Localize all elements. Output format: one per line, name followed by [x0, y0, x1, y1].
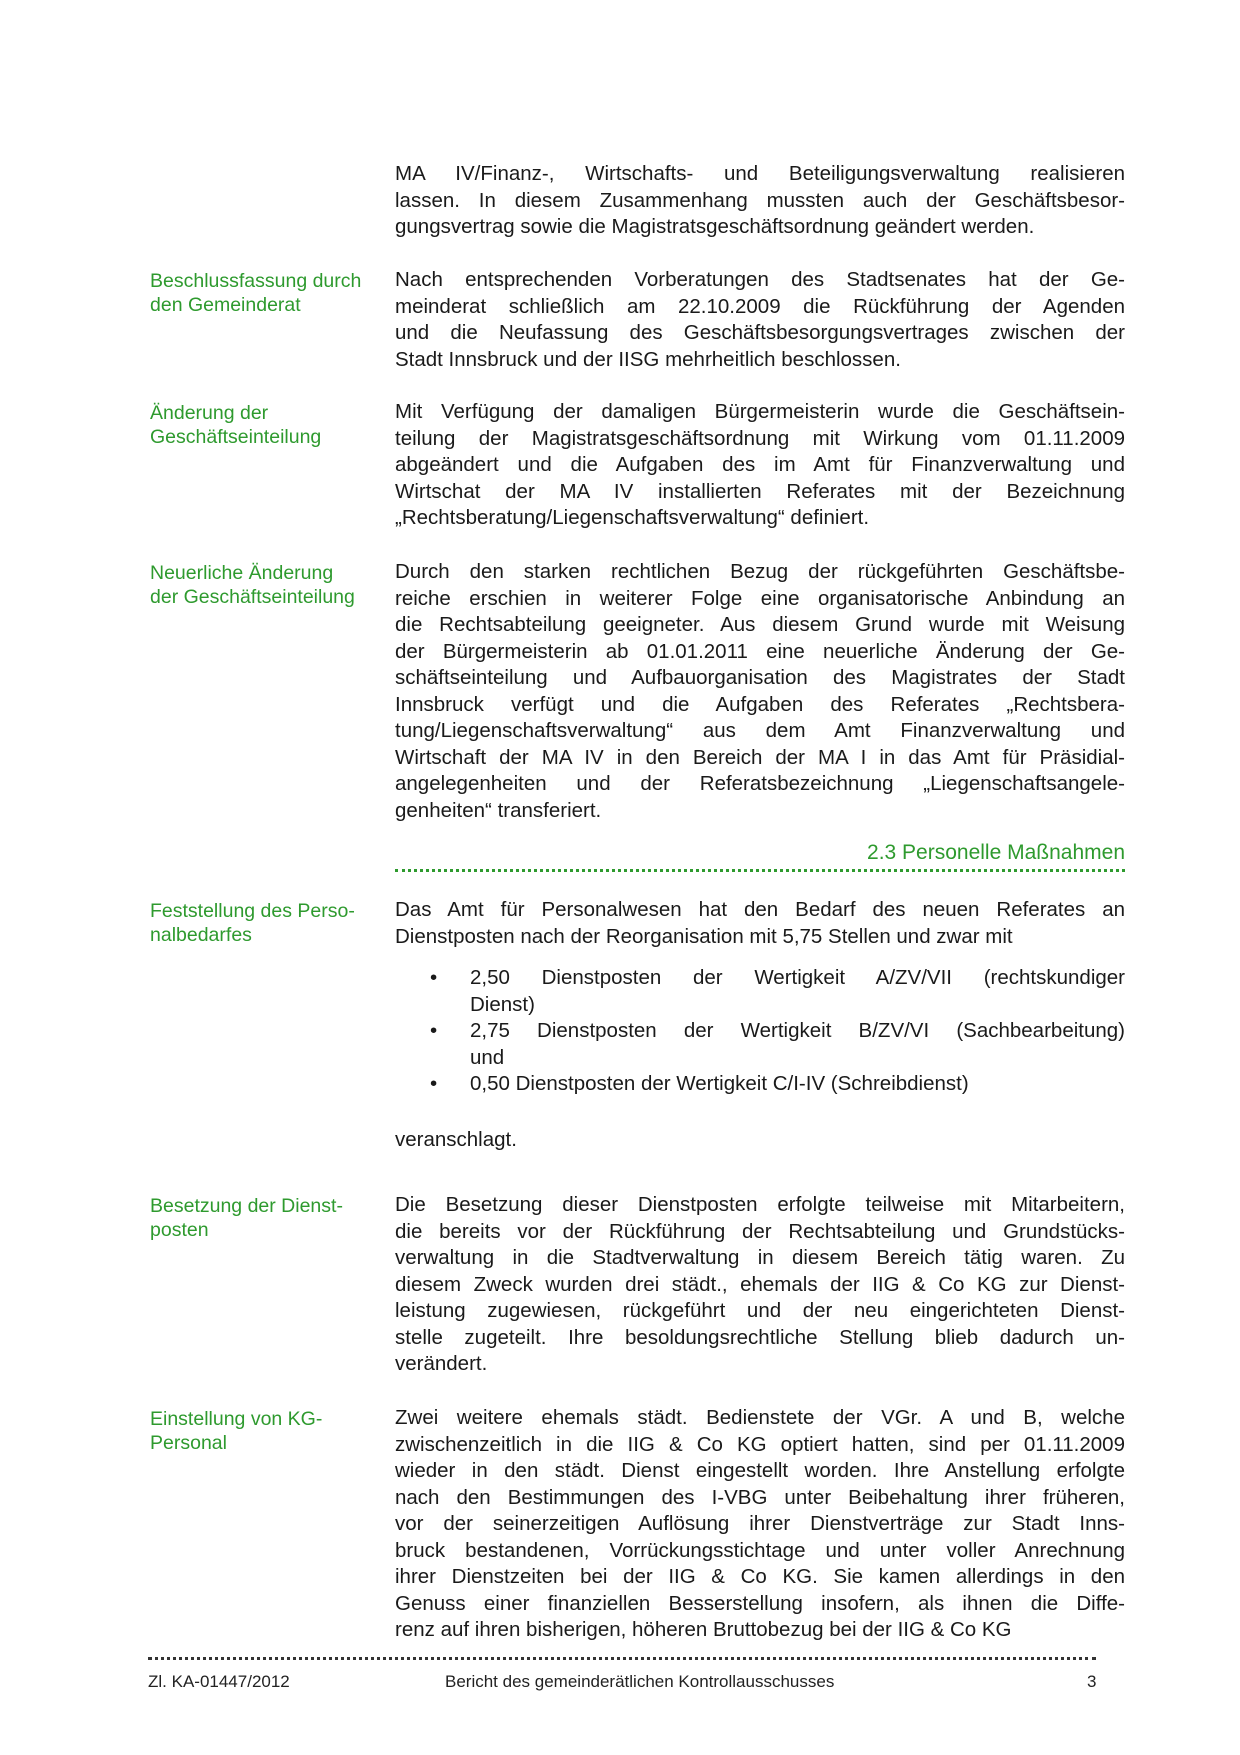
text-line: Wirtschat der MA IV installierten Referates mit der Bezeichnung — [395, 479, 1125, 503]
text-line: Durch den starken rechtlichen Bezug der rückgeführten Geschäftsbe- — [395, 560, 1125, 583]
margin-label — [150, 899, 380, 947]
paragraph — [395, 399, 1125, 532]
text-line: MA IV/Finanz-, Wirtschafts- und Beteiligungsverwaltung realisieren — [395, 162, 1125, 185]
text-line: lassen. In diesem Zusammenhang mussten auch der Geschäftsbesor- — [395, 188, 1125, 212]
text-line: schäftseinteilung und Aufbauorganisation des Magistrates der Stadt — [395, 666, 1125, 689]
text-line: die Rechtsabteilung geeigneter. Aus diesem Grund wurde mit Weisung — [395, 613, 1125, 636]
text-line: der Bürgermeisterin ab 01.01.2011 eine neuerliche Änderung der Ge- — [395, 639, 1125, 663]
paragraph — [395, 267, 1125, 373]
text-line: meinderat schließlich am 22.10.2009 die Rückführung der Agenden — [395, 294, 1125, 318]
margin-label-line: Einstellung von KG- — [150, 1408, 323, 1430]
text-line: Die Besetzung dieser Dienstposten erfolgte teilweise mit Mitarbeitern, — [395, 1193, 1125, 1216]
text-line: stelle zugeteilt. Ihre besoldungsrechtliche Stellung blieb dadurch un- — [395, 1325, 1125, 1349]
paragraph — [395, 161, 1125, 241]
page-number: 3 — [1087, 1672, 1097, 1691]
text-line: bruck bestandenen, Vorrückungsstichtage und unter voller Anrechnung — [395, 1538, 1125, 1562]
text-line: genheiten“ transferiert. — [395, 798, 602, 822]
margin-label-line: den Gemeinderat — [150, 294, 301, 316]
text-line: 0,50 Dienstposten der Wertigkeit C/I-IV (Schreibdienst) — [470, 1072, 969, 1095]
text-line: vor der seinerzeitigen Auflösung ihrer Dienstverträge zur Stadt Inns- — [395, 1512, 1125, 1535]
text-line: Dienst) — [470, 992, 535, 1016]
text-line: und die Neufassung des Geschäftsbesorgungsvertrages zwischen der — [395, 321, 1125, 344]
margin-label-line: nalbedarfes — [150, 924, 252, 946]
text-line: veranschlagt. — [395, 1128, 517, 1151]
bullet-icon: • — [430, 1072, 438, 1095]
text-line: Zwei weitere ehemals städt. Bedienstete der VGr. A und B, welche — [395, 1406, 1125, 1429]
text-line: Mit Verfügung der damaligen Bürgermeisterin wurde die Geschäftsein- — [395, 400, 1125, 423]
margin-label-line: posten — [150, 1219, 209, 1241]
paragraph — [395, 559, 1125, 824]
text-line: Wirtschaft der MA IV in den Bereich der MA I in das Amt für Präsidial- — [395, 745, 1125, 769]
text-line: verwaltung in die Stadtverwaltung in diesem Bereich tätig waren. Zu — [395, 1246, 1125, 1269]
text-line: leistung zugewiesen, rückgeführt und der neu eingerichteten Dienst- — [395, 1299, 1125, 1322]
margin-label-line: der Geschäftseinteilung — [150, 586, 355, 608]
paragraph — [395, 1127, 1125, 1154]
bullet-list — [430, 965, 1125, 1098]
footer-divider — [148, 1657, 1096, 1660]
bullet-icon: • — [430, 1019, 438, 1042]
margin-label-line: Personal — [150, 1432, 227, 1454]
text-line: teilung der Magistratsgeschäftsordnung mit Wirkung vom 01.11.2009 — [395, 426, 1125, 450]
text-line: Das Amt für Personalwesen hat den Bedarf des neuen Referates an — [395, 898, 1125, 921]
bullet-item — [430, 965, 1125, 1018]
margin-label — [150, 561, 380, 609]
margin-label — [150, 269, 380, 317]
text-line: Innsbruck verfügt und die Aufgaben des Referates „Rechtsbera- — [395, 692, 1125, 716]
bullet-item — [430, 1071, 1125, 1098]
text-line: nach den Bestimmungen des I-VBG unter Beibehaltung ihrer früheren, — [395, 1485, 1125, 1509]
text-line: renz auf ihren bisherigen, höheren Bruttobezug bei der IIG & Co KG — [395, 1618, 1012, 1641]
text-line: Dienstposten nach der Reorganisation mit 5,75 Stellen und zwar mit — [395, 924, 1013, 948]
text-line: zwischenzeitlich in die IIG & Co KG optiert hatten, sind per 01.11.2009 — [395, 1432, 1125, 1456]
text-line: tung/Liegenschaftsverwaltung“ aus dem Amt Finanzverwaltung und — [395, 719, 1125, 742]
margin-label — [150, 401, 380, 449]
margin-label-line: Änderung der — [150, 402, 269, 424]
footer-title: Bericht des gemeinderätlichen Kontrollausschusses — [445, 1672, 835, 1691]
text-line: angelegenheiten und der Referatsbezeichnung „Liegenschaftsangele- — [395, 772, 1125, 795]
text-line: Stadt Innsbruck und der IISG mehrheitlich beschlossen. — [395, 347, 901, 371]
paragraph — [395, 1405, 1125, 1644]
bullet-icon: • — [430, 966, 438, 989]
text-line: abgeändert und die Aufgaben des im Amt für Finanzverwaltung und — [395, 453, 1125, 476]
paragraph — [395, 897, 1125, 950]
footer-reference: Zl. KA-01447/2012 — [148, 1672, 290, 1691]
text-line: verändert. — [395, 1352, 488, 1375]
paragraph — [395, 1192, 1125, 1378]
text-line: 2,75 Dienstposten der Wertigkeit B/ZV/VI (Sachbearbeitung) — [470, 1019, 1125, 1042]
margin-label-line: Beschlussfassung durch — [150, 270, 362, 292]
margin-label-line: Neuerliche Änderung — [150, 562, 334, 584]
margin-label-line: Feststellung des Perso- — [150, 900, 355, 922]
text-line: 2,50 Dienstposten der Wertigkeit A/ZV/VII (rechtskundiger — [470, 966, 1125, 989]
section-heading: 2.3 Personelle Maßnahmen — [395, 840, 1125, 872]
margin-label — [150, 1407, 380, 1455]
text-line: gungsvertrag sowie die Magistratsgeschäftsordnung geändert werden. — [395, 215, 1035, 238]
bullet-item — [430, 1018, 1125, 1071]
text-line: und — [470, 1045, 505, 1069]
text-line: wieder in den städt. Dienst eingestellt worden. Ihre Anstellung erfolgte — [395, 1459, 1125, 1482]
text-line: Nach entsprechenden Vorberatungen des Stadtsenates hat der Ge- — [395, 268, 1125, 291]
text-line: ihrer Dienstzeiten bei der IIG & Co KG. Sie kamen allerdings in den — [395, 1565, 1125, 1588]
text-line: die bereits vor der Rückführung der Rechtsabteilung und Grundstücks- — [395, 1219, 1125, 1243]
text-line: „Rechtsberatung/Liegenschaftsverwaltung“ definiert. — [395, 506, 870, 529]
text-line: reiche erschien in weiterer Folge eine organisatorische Anbindung an — [395, 586, 1125, 610]
text-line: diesem Zweck wurden drei städt., ehemals der IIG & Co KG zur Dienst- — [395, 1272, 1125, 1296]
margin-label — [150, 1194, 380, 1242]
margin-label-line: Besetzung der Dienst- — [150, 1195, 343, 1217]
text-line: Genuss einer finanziellen Besserstellung insofern, als ihnen die Diffe- — [395, 1591, 1125, 1615]
margin-label-line: Geschäftseinteilung — [150, 426, 322, 448]
